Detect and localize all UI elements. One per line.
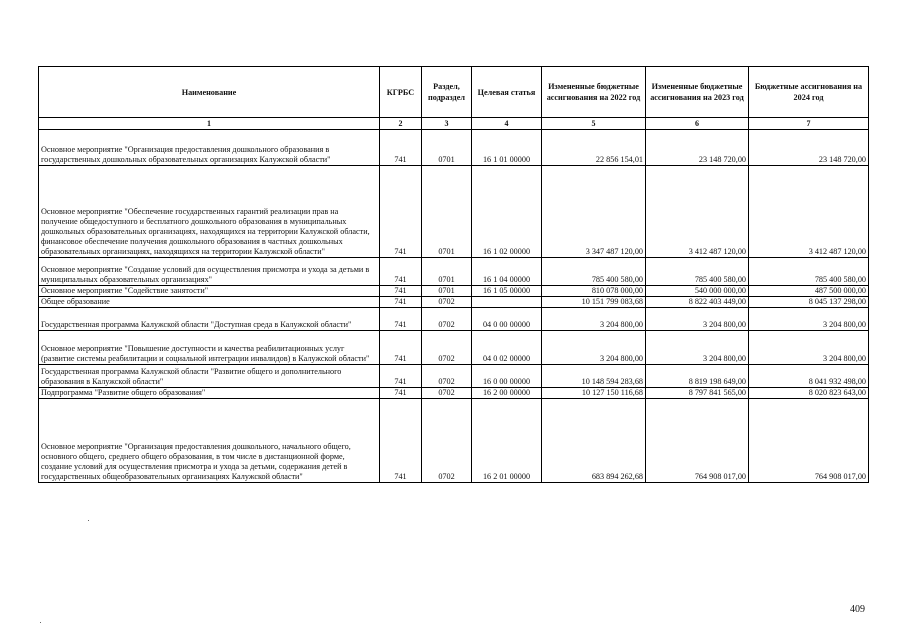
row-amount-2023: 8 822 403 449,00 [646, 297, 749, 308]
row-amount-2023: 8 797 841 565,00 [646, 388, 749, 399]
row-amount-2024: 8 020 823 643,00 [749, 388, 869, 399]
row-name: Основное мероприятие "Обеспечение государственных гарантий реализации прав на получение общедоступного и бесплатного дошкольного образования в муниципальных дошкольных образовательных организациях, находящихся на территории Калужской области, финансовое обеспечение получения дошкольного образования в частных дошкольных образовательных организациях, находящихся на территории Калужской области" [39, 166, 380, 258]
row-amount-2022: 785 400 580,00 [542, 258, 646, 286]
row-name: Основное мероприятие "Организация предоставления дошкольного, начального общего, основного общего, среднего общего образования, в том числе в дистанционной форме, создание условий для осуществления присмотра и ухода за детьми, содержания детей в государственных общеобразовательных организациях Калужской области" [39, 399, 380, 483]
table-body [39, 130, 869, 483]
row-amount-2024: 764 908 017,00 [749, 399, 869, 483]
row-target: 04 0 02 00000 [472, 331, 542, 365]
row-section: 0701 [422, 130, 472, 166]
row-target [472, 297, 542, 308]
row-amount-2022: 10 127 150 116,68 [542, 388, 646, 399]
row-amount-2023: 3 204 800,00 [646, 331, 749, 365]
row-target: 16 2 00 00000 [472, 388, 542, 399]
header-target: Целевая статья [472, 67, 542, 118]
header-section: Раздел, подраздел [422, 67, 472, 118]
table-row [39, 308, 869, 331]
row-amount-2023: 23 148 720,00 [646, 130, 749, 166]
table-row [39, 331, 869, 365]
row-amount-2024: 23 148 720,00 [749, 130, 869, 166]
header-2022: Измененные бюджетные ассигнования на 2022 год [542, 67, 646, 118]
column-number: 2 [380, 118, 422, 130]
page-number: 409 [850, 604, 865, 615]
row-amount-2023: 3 204 800,00 [646, 308, 749, 331]
column-number-row [39, 118, 869, 130]
column-number: 6 [646, 118, 749, 130]
row-target: 16 1 02 00000 [472, 166, 542, 258]
row-kgrbs: 741 [380, 388, 422, 399]
header-kgrbs: КГРБС [380, 67, 422, 118]
column-number: 4 [472, 118, 542, 130]
row-kgrbs: 741 [380, 308, 422, 331]
row-amount-2022: 810 078 000,00 [542, 286, 646, 297]
column-number: 3 [422, 118, 472, 130]
row-section: 0701 [422, 286, 472, 297]
table-row [39, 130, 869, 166]
row-amount-2022: 3 347 487 120,00 [542, 166, 646, 258]
row-amount-2023: 764 908 017,00 [646, 399, 749, 483]
scan-speck [40, 622, 41, 623]
row-amount-2023: 785 400 580,00 [646, 258, 749, 286]
row-name: Государственная программа Калужской области "Развитие общего и дополнительного образования в Калужской области" [39, 365, 380, 388]
row-kgrbs: 741 [380, 399, 422, 483]
row-amount-2023: 540 000 000,00 [646, 286, 749, 297]
column-number: 5 [542, 118, 646, 130]
row-kgrbs: 741 [380, 166, 422, 258]
row-amount-2022: 3 204 800,00 [542, 308, 646, 331]
row-kgrbs: 741 [380, 130, 422, 166]
row-section: 0702 [422, 365, 472, 388]
table-row [39, 297, 869, 308]
row-name: Основное мероприятие "Содействие занятости" [39, 286, 380, 297]
scan-speck [88, 520, 89, 521]
row-amount-2022: 3 204 800,00 [542, 331, 646, 365]
row-section: 0702 [422, 399, 472, 483]
table-row [39, 399, 869, 483]
header-row [39, 67, 869, 118]
row-amount-2024: 3 204 800,00 [749, 308, 869, 331]
row-target: 16 1 04 00000 [472, 258, 542, 286]
row-amount-2023: 8 819 198 649,00 [646, 365, 749, 388]
row-target: 16 1 01 00000 [472, 130, 542, 166]
row-name: Основное мероприятие "Организация предоставления дошкольного образования в государственных дошкольных образовательных организациях Калужской области" [39, 130, 380, 166]
column-number: 7 [749, 118, 869, 130]
table-row [39, 258, 869, 286]
row-kgrbs: 741 [380, 297, 422, 308]
table-row [39, 388, 869, 399]
row-amount-2022: 22 856 154,01 [542, 130, 646, 166]
row-name: Основное мероприятие "Повышение доступности и качества реабилитационных услуг (развитие системы реабилитации и социальной интеграции инвалидов) в Калужской области" [39, 331, 380, 365]
row-amount-2022: 10 151 799 083,68 [542, 297, 646, 308]
row-kgrbs: 741 [380, 258, 422, 286]
row-name: Общее образование [39, 297, 380, 308]
row-target: 04 0 00 00000 [472, 308, 542, 331]
table-row [39, 166, 869, 258]
header-2024: Бюджетные ассигнования на 2024 год [749, 67, 869, 118]
header-2023: Измененные бюджетные ассигнования на 2023 год [646, 67, 749, 118]
row-section: 0702 [422, 388, 472, 399]
row-section: 0701 [422, 258, 472, 286]
row-section: 0702 [422, 297, 472, 308]
row-name: Государственная программа Калужской области "Доступная среда в Калужской области" [39, 308, 380, 331]
row-amount-2024: 487 500 000,00 [749, 286, 869, 297]
row-amount-2023: 3 412 487 120,00 [646, 166, 749, 258]
row-target: 16 1 05 00000 [472, 286, 542, 297]
row-amount-2024: 8 041 932 498,00 [749, 365, 869, 388]
row-target: 16 2 01 00000 [472, 399, 542, 483]
table-row [39, 365, 869, 388]
row-amount-2024: 8 045 137 298,00 [749, 297, 869, 308]
row-amount-2024: 785 400 580,00 [749, 258, 869, 286]
row-section: 0702 [422, 331, 472, 365]
row-section: 0702 [422, 308, 472, 331]
column-number: 1 [39, 118, 380, 130]
row-target: 16 0 00 00000 [472, 365, 542, 388]
row-amount-2022: 683 894 262,68 [542, 399, 646, 483]
header-name: Наименование [39, 67, 380, 118]
table-row [39, 286, 869, 297]
row-amount-2024: 3 412 487 120,00 [749, 166, 869, 258]
budget-table [38, 66, 869, 483]
row-kgrbs: 741 [380, 331, 422, 365]
row-name: Подпрограмма "Развитие общего образования" [39, 388, 380, 399]
row-kgrbs: 741 [380, 286, 422, 297]
row-kgrbs: 741 [380, 365, 422, 388]
row-amount-2024: 3 204 800,00 [749, 331, 869, 365]
row-name: Основное мероприятие "Создание условий для осуществления присмотра и ухода за детьми в муниципальных образовательных организациях" [39, 258, 380, 286]
row-section: 0701 [422, 166, 472, 258]
row-amount-2022: 10 148 594 283,68 [542, 365, 646, 388]
